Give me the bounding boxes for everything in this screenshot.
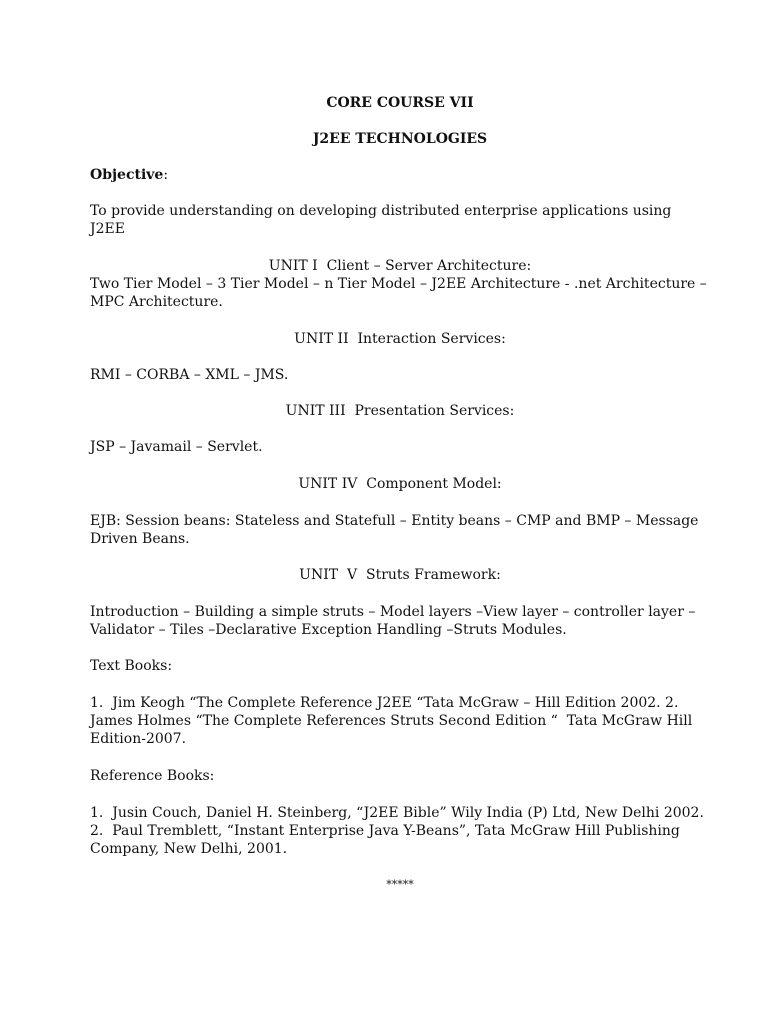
text-books-label: Text Books: bbox=[90, 658, 173, 674]
objective-colon: : bbox=[163, 167, 169, 183]
objective-line bbox=[90, 166, 710, 184]
unit-4-heading: UNIT IV Component Model: bbox=[298, 476, 502, 492]
unit-3-content: JSP – Javamail – Servlet. bbox=[90, 439, 263, 455]
objective-text: To provide understanding on developing distributed enterprise applications using J2EE bbox=[90, 203, 672, 237]
text-books-list: 1. Jim Keogh “The Complete Reference J2EE “Tata McGraw – Hill Edition 2002. 2. James Holmes “The Complete References Struts Second Edition “ Tata McGraw Hill Edition-2007. bbox=[90, 695, 697, 747]
course-subject: J2EE TECHNOLOGIES bbox=[312, 131, 488, 147]
unit-3-heading: UNIT III Presentation Services: bbox=[285, 403, 515, 419]
reference-books-label: Reference Books: bbox=[90, 768, 215, 784]
unit-4-content: EJB: Session beans: Stateless and Statefull – Entity beans – CMP and BMP – Message Driven Beans. bbox=[90, 513, 699, 547]
reference-books-list: 1. Jusin Couch, Daniel H. Steinberg, “J2EE Bible” Wily India (P) Ltd, New Delhi 2002. 2. Paul Tremblett, “Instant Enterprise Java Y-Beans”, Tata McGraw Hill Publishing Company, New Delhi, 2001. bbox=[90, 805, 709, 857]
unit-1-heading: UNIT I Client – Server Architecture: bbox=[268, 258, 532, 274]
unit-1-content: Two Tier Model – 3 Tier Model – n Tier Model – J2EE Architecture - .net Architecture – MPC Architecture. bbox=[90, 276, 707, 310]
course-title: CORE COURSE VII bbox=[326, 95, 474, 111]
unit-5-content: Introduction – Building a simple struts – Model layers –View layer – controller layer – Validator – Tiles –Declarative Exception Handling –Struts Modules. bbox=[90, 604, 696, 638]
objective-label: Objective bbox=[90, 167, 164, 183]
unit-2-heading: UNIT II Interaction Services: bbox=[294, 331, 506, 347]
end-mark: ***** bbox=[386, 878, 414, 891]
unit-2-content: RMI – CORBA – XML – JMS. bbox=[90, 367, 289, 383]
unit-5-heading: UNIT V Struts Framework: bbox=[299, 567, 501, 583]
